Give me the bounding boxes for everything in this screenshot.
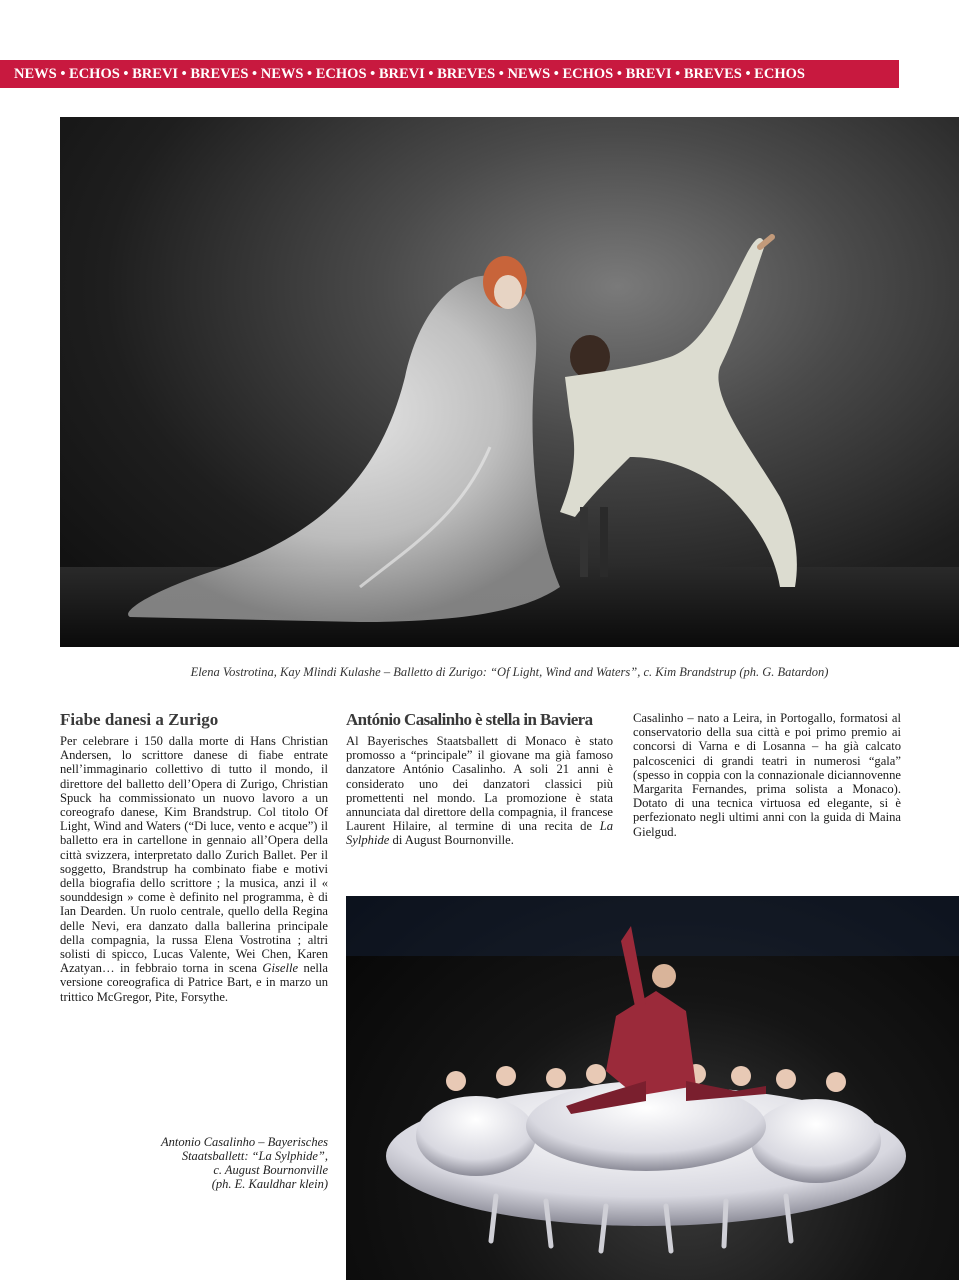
section-banner: NEWS • ECHOS • BREVI • BREVES • NEWS • ECHOS • BREVI • BREVES • NEWS • ECHOS • BREVI • BREVES • ECHOS bbox=[0, 60, 899, 88]
article-casalinho bbox=[346, 710, 613, 848]
ballet-photo-sylphide bbox=[346, 896, 959, 1280]
article-zurich bbox=[60, 710, 328, 1004]
photo-caption-sylphide: Antonio Casalinho – Bayerisches Staatsballett: “La Sylphide”, c. August Bournonville (ph. E. Kauldhar klein) bbox=[161, 1135, 328, 1191]
article-casalinho-continued bbox=[633, 711, 901, 839]
ballet-photo-zurich-illustration bbox=[60, 117, 959, 647]
article-body: Per celebrare i 150 dalla morte di Hans Christian Andersen, lo scrittore danese di fiabe entrate nell’immaginario collettivo di tutto il mondo, il direttore del balletto dell’Opera di Zurigo, Christian Spuck ha commissionato un nuovo lavoro a un coreografo danese, Kim Brandstrup. Col titolo Of Light, Wind and Waters (“Di luce, vento e acque”) il balletto era in cartellone in gennaio all’Opera della città svizzera, interpretato dallo Zurich Ballet. Per il soggetto, Brandstrup ha combinato fiabe e motivi della biografia dello scrittore ; la musica, anzi il « sounddesign » come è definito nel programma, è di Ian Dearden. Un ruolo centrale, quello della Regina delle Nevi, era danzato dalla ballerina principale della compagnia, la russa Elena Vostrotina ; altri solisti di spicco, Lucas Valente, Wei Chen, Karen Azatyan… in febbraio torna in scena Giselle nella versione coreografica di Patrice Bart, e in marzo un trittico McGregor, Pite, Forsythe. bbox=[60, 734, 328, 1004]
ballet-photo-sylphide-illustration bbox=[346, 896, 959, 1280]
article-title: Fiabe danesi a Zurigo bbox=[60, 710, 219, 729]
ballet-photo-zurich bbox=[60, 117, 959, 647]
article-body: Al Bayerisches Staatsballett di Monaco è stato promosso a “principale” il giovane ma già famoso danzatore António Casalinho. A soli 21 anni è considerato uno dei danzatori classici più promettenti nel mondo. La promozione è stata annunciata dal direttore della compagnia, il francese Laurent Hilaire, al termine di una recita de La Sylphide di August Bournonville. bbox=[346, 734, 613, 848]
photo-caption-zurich: Elena Vostrotina, Kay Mlindi Kulashe – Balletto di Zurigo: “Of Light, Wind and Waters”, c. Kim Brandstrup (ph. G. Batardon) bbox=[190, 665, 829, 679]
article-body: Casalinho – nato a Leira, in Portogallo, formatosi al conservatorio della sua città e poi primo premio ai concorsi di Varna e di Losanna – ha già calcato palcoscenici di grandi teatri in numerosi “gala” (spesso in coppia con la connazionale diciannovenne Margarita Fernandes, prima solista a Monaco). Dotato di una tecnica virtuosa ed elegante, si è perfezionato negli ultimi anni con la guida di Maina Gielgud. bbox=[633, 711, 901, 839]
article-title: António Casalinho è stella in Baviera bbox=[346, 710, 593, 729]
